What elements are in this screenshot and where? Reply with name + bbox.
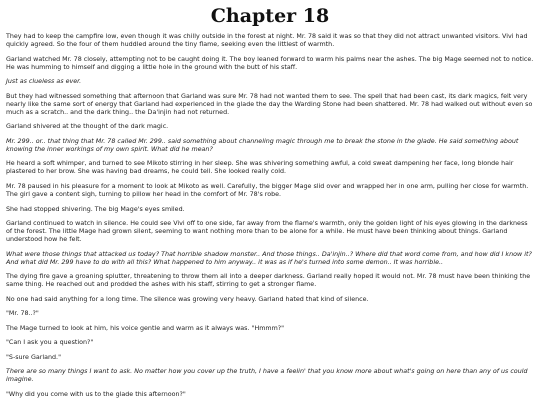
chapter-body (6, 33, 534, 399)
paragraph: "Can I ask you a question?" (6, 339, 94, 347)
paragraph: Mr. 78 paused in his pleasure for a moment to look at Mikoto as well. Carefully, the bigger Mage slid over and wrapped her in one arm, pulling her close for warmth. The girl gave a content sigh, turning to pillow her head in the comfort of Mr. 78's robe. (6, 182, 529, 199)
paragraph: They had to keep the campfire low, even though it was chilly outside in the forest at night. Mr. 78 said it was so that they did not attract unwanted visitors. Vivi had quickly agreed. So the four of them huddled around the tiny flame, seeking even the littlest of warmth. (6, 33, 528, 49)
paragraph: "Mr. 78..?" (6, 310, 39, 318)
paragraph: "Why did you come with us to the glade this afternoon?" (6, 390, 186, 398)
paragraph: Garland continued to watch in silence. He could see Vivi off to one side, far away from the flame's warmth, only the golden light of his eyes glowing in the darkness of the forest. The little Mage had grown silent, seeming to want nothing more than to be alone for a while. He must have been thinking about things. Garland understood how he felt. (6, 220, 528, 244)
thought-paragraph: What were those things that attacked us today? That horrible shadow monster.. And those things.. Da'injin..? Where did that word come from, and how did I know it? And what did Mr. 299 have to do with all this? What happened to him anyway.. it was as if he's turned into some demon.. It was horrible.. (6, 250, 532, 266)
thought-paragraph: Just as clueless as ever. (6, 78, 82, 86)
paragraph: Garland shivered at the thought of the dark magic. (6, 123, 169, 131)
paragraph: Garland watched Mr. 78 closely, attempting not to be caught doing it. The boy leaned forward to warm his palms near the ashes. The big Mage seemed not to notice. He was humming to himself and digging a little hole in the ground with the butt of his staff. (6, 55, 534, 71)
paragraph: "S-sure Garland." (6, 353, 61, 361)
paragraph: But they had witnessed something that afternoon that Garland was sure Mr. 78 had not wanted them to see. The spell that had been cast, its dark magics, felt very nearly like the same sort of energy that Garland had experienced in the glade the day the Warding Stone had been shattered. Mr. 78 had walked out without even so much as a scratch.. and the dark thing.. the Da'injin had not returned. (6, 92, 533, 116)
paragraph: The Mage turned to look at him, his voice gentle and warm as it always was. "Hmmm?" (6, 324, 285, 332)
chapter-title: Chapter 18 (210, 5, 330, 27)
paragraph: He heard a soft whimper, and turned to see Mikoto stirring in her sleep. She was shivering something awful, a cold sweat dampening her face, long blonde hair plastered to her brow. She was having bad dreams, he could tell. She looked really cold. (6, 160, 514, 176)
paragraph: She had stopped shivering. The big Mage's eyes smiled. (6, 205, 185, 213)
paragraph: The dying fire gave a groaning splutter, threatening to throw them all into a deeper darkness. Garland really hoped it would not. Mr. 78 must have been thinking the same thing. He reached out and prodded the ashes with his staff, stirring to get a stronger flame. (6, 273, 531, 289)
paragraph: No one had said anything for a long time. The silence was growing very heavy. Garland hated that kind of silence. (6, 295, 369, 303)
thought-paragraph: Mr. 299.. or.. that thing that Mr. 78 called Mr. 299.. said something about channeling magic through me to break the stone in the glade. He said something about knowing the inner workings of my own spirit. What did he mean? (6, 137, 519, 153)
thought-paragraph: There are so many things I want to ask. No matter how you cover up the truth, I have a feelin' that you know more about what's going on here than any of us could imagine. (6, 368, 528, 384)
